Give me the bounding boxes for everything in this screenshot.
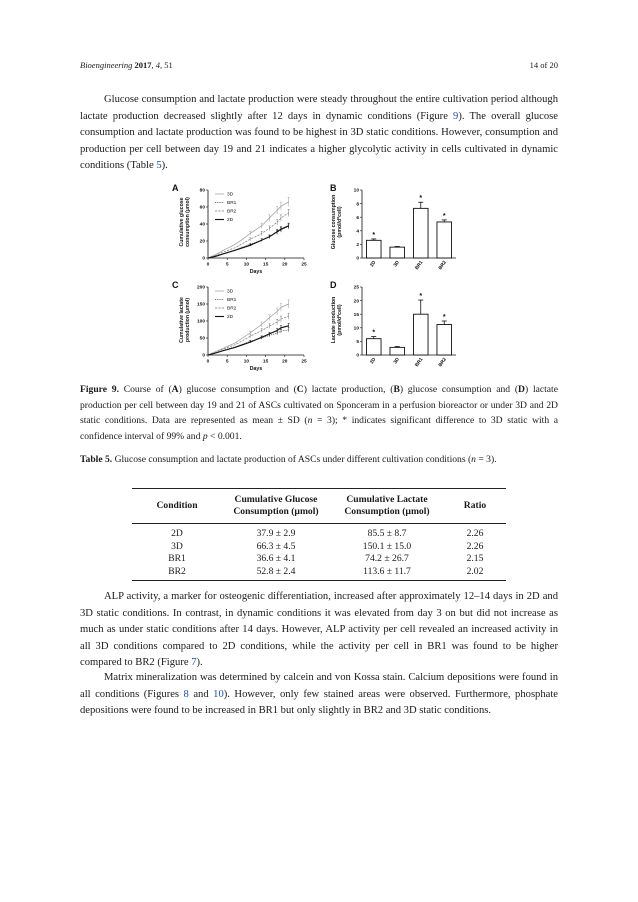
panel-a-legend-label: 2D	[227, 218, 234, 224]
panel-d-ytick-label: 25	[353, 285, 359, 291]
header-lactate: Cumulative Lactate Consumption (µmol)	[330, 489, 444, 524]
panel-c-ytick-label: 50	[199, 336, 205, 342]
panel-b-significance-star: *	[372, 231, 376, 239]
paragraph-glucose: Glucose consumption and lactate production were steady throughout the entire cultivation period although lactate production decreased slightly after 12 days in dynamic conditions (Figure 9). The overall glucose consumption and lactate production was found to be highest in 3D static conditions. However, consumption and production per cell between day 19 and 21 indicates a higher glycolytic activity in cells cultivated in dynamic conditions (Table 5).	[80, 94, 558, 171]
panel-a-xtick-label: 10	[243, 262, 250, 268]
table-5	[132, 488, 506, 581]
panel-b-bar-chart	[354, 188, 456, 271]
panel-a-ytick-label: 20	[199, 239, 205, 245]
panel-c-legend-label: 2D	[227, 315, 234, 321]
panel-d-category-label: BR1	[414, 357, 425, 369]
panel-c-xtick-label: 25	[301, 359, 307, 365]
panel-c-ylabel-2: production (µmol)	[185, 297, 191, 343]
panel-c-xtick-label: 5	[225, 359, 229, 365]
panel-c-xtick-label: 10	[243, 359, 250, 365]
table-row: 2D 37.9 ± 2.9 85.5 ± 8.7 2.26	[171, 528, 484, 539]
panel-c-ytick-label: 0	[202, 353, 205, 359]
table-label: Table 5.	[80, 454, 113, 465]
panel-d-bar	[413, 314, 428, 355]
panel-b-bar	[366, 240, 381, 258]
panel-d-significance-star: *	[372, 329, 376, 337]
panel-a-series-line	[208, 202, 289, 258]
figure-9-link[interactable]: 9	[453, 110, 459, 122]
journal-year: 2017	[134, 60, 152, 70]
panel-a-legend-label: BR1	[227, 201, 237, 207]
panel-a-series-line	[208, 227, 289, 259]
article-number: 51	[164, 60, 173, 70]
figure-7-link[interactable]: 7	[191, 657, 197, 668]
panel-b-category-label: 3D	[393, 260, 401, 269]
panel-a-line-chart	[200, 188, 307, 268]
panel-a-ytick-label: 80	[199, 188, 205, 194]
panel-d-ylabel-1: Lactate production	[331, 296, 337, 344]
panel-d-bar	[366, 339, 381, 355]
panel-b-bar	[437, 222, 452, 258]
figure-9-caption: Figure 9. Course of (A) glucose consumption and (C) lactate production, (B) glucose consumption and (D) lactate production per cell between day 19 and 21 of ASCs cultivated on Sponceram in a perfusion bioreactor or under 3D and 2D static conditions. Data are represented as mean ± SD (n = 3); * indicates significant difference to 3D static with a confidence interval of 99% and p < 0.001.	[80, 384, 558, 442]
panel-b-ytick-label: 4	[356, 229, 359, 235]
panel-a-legend-label: 3D	[227, 192, 234, 198]
panel-c-series-line	[208, 304, 289, 355]
paragraph-mineralization: Matrix mineralization was determined by calcein and von Kossa stain. Calcium depositions were found in all conditions (Figures 8 and 10). However, only few stained areas were observed. Furthermore, phosphate depositions were found to be increased in BR1 but only slightly in BR2 and 3D static conditions.	[80, 672, 559, 716]
panel-b-category-label: BR2	[438, 260, 448, 272]
panel-d-ytick-label: 5	[356, 340, 359, 346]
panel-b-ytick-label: 0	[356, 256, 359, 262]
panel-a-ytick-label: 0	[202, 256, 205, 262]
panel-c-legend-label: BR1	[227, 298, 237, 304]
figure-8-link[interactable]: 8	[183, 688, 189, 700]
panel-d-ylabel-2: (pmol/d*cell)	[337, 304, 343, 336]
panel-label-d: D	[330, 280, 337, 290]
table-5-link[interactable]: 5	[156, 160, 162, 171]
panel-c-series-line	[208, 316, 289, 355]
panel-d-category-label: 3D	[393, 357, 401, 366]
panel-a-xtick-label: 20	[282, 262, 288, 268]
panel-a-ytick-label: 40	[199, 222, 205, 228]
journal-name: Bioengineering	[80, 60, 133, 70]
table-row: 3D 66.3 ± 4.5 150.1 ± 15.0 2.26	[171, 540, 484, 552]
table-5-caption: Table 5. Glucose consumption and lactate production of ASCs under different cultivation conditions (n = 3).	[80, 454, 497, 465]
panel-a-legend-label: BR2	[227, 209, 237, 215]
panel-b-significance-star: *	[419, 195, 423, 203]
panel-d-significance-star: *	[442, 314, 446, 321]
panel-a-ylabel-1: Cumulative glucose	[179, 197, 185, 247]
header-ratio: Ratio	[444, 489, 506, 524]
journal-volume: 4	[155, 60, 161, 70]
panel-b-ylabel-2: (pmol/d*cell)	[337, 206, 343, 238]
table-header-row	[132, 489, 506, 524]
panel-c-xtick-label: 0	[206, 359, 210, 365]
panel-label-c: C	[172, 280, 179, 290]
panel-d-category-label: BR2	[438, 357, 448, 369]
panel-c-line-chart	[197, 285, 307, 365]
paragraph-alp: ALP activity, a marker for osteogenic differentiation, increased after approximately 12–14 days in 2D and 3D static conditions. In contrast, in dynamic conditions it was elevated from day 3 on but did not increase as much as under static conditions after 14 days. However, ALP activity per cell revealed an increased activity in all 3D conditions compared to 2D conditions, while the activity per cell in BR1 was found to be higher compared to BR2 (Figure 7).	[80, 591, 558, 668]
panel-b-ytick-label: 6	[356, 215, 359, 221]
panel-b-bar	[413, 208, 428, 258]
panel-c-ytick-label: 200	[196, 285, 205, 291]
table-row: BR1 36.6 ± 4.1 74.2 ± 26.7 2.15	[168, 553, 484, 564]
panel-d-significance-star: *	[419, 293, 423, 301]
panel-a-xlabel: Days	[249, 269, 263, 275]
panel-d-category-label: 2D	[369, 357, 378, 366]
figure-9	[170, 178, 470, 376]
panel-d-ytick-label: 0	[356, 353, 359, 359]
panel-c-xtick-label: 20	[282, 359, 288, 365]
panel-a-xtick-label: 25	[301, 262, 307, 268]
panel-d-ytick-label: 15	[353, 312, 359, 318]
figure-9-svg	[170, 178, 470, 376]
panel-c-xlabel: Days	[249, 366, 263, 372]
panel-a-xtick-label: 5	[225, 262, 229, 268]
panel-d-bar	[437, 325, 452, 355]
panel-b-category-label: BR1	[414, 260, 425, 272]
panel-label-a: A	[172, 183, 179, 193]
panel-d-bar-chart	[354, 285, 456, 368]
panel-c-series-line	[208, 326, 289, 355]
panel-b-ytick-label: 2	[356, 243, 359, 249]
page-number: 14 of 20	[529, 60, 558, 70]
panel-c-legend-label: 3D	[227, 289, 234, 295]
caption-label: Figure 9.	[80, 384, 119, 395]
panel-a-ylabel-2: consumption (µmol)	[185, 197, 191, 247]
panel-d-bar	[390, 347, 405, 355]
header-condition: Condition	[132, 489, 222, 524]
panel-b-significance-star: *	[442, 212, 446, 220]
panel-d-ytick-label: 20	[353, 299, 359, 305]
panel-b-category-label: 2D	[369, 260, 378, 269]
panel-b-ylabel-1: Glucose consumption	[331, 194, 337, 250]
panel-c-ytick-label: 100	[196, 319, 205, 325]
panel-b-bar	[390, 247, 405, 258]
panel-c-xtick-label: 15	[262, 359, 269, 365]
panel-a-xtick-label: 15	[262, 262, 269, 268]
running-header: Bioengineering 2017, 4, 51	[80, 60, 173, 70]
panel-b-ytick-label: 10	[353, 188, 359, 194]
table-row: BR2 52.8 ± 2.4 113.6 ± 11.7 2.02	[132, 566, 506, 581]
panel-label-b: B	[330, 183, 337, 193]
panel-a-ytick-label: 60	[199, 205, 205, 211]
header-glucose: Cumulative Glucose Consumption (µmol)	[222, 489, 330, 524]
panel-c-ytick-label: 150	[196, 302, 205, 308]
figure-10-link[interactable]: 10	[213, 688, 224, 700]
panel-c-legend-label: BR2	[227, 306, 237, 312]
panel-c-ylabel-1: Cumulative lactate	[179, 297, 185, 343]
panel-d-ytick-label: 10	[353, 326, 359, 332]
panel-a-xtick-label: 0	[206, 262, 210, 268]
panel-b-ytick-label: 8	[356, 202, 359, 208]
